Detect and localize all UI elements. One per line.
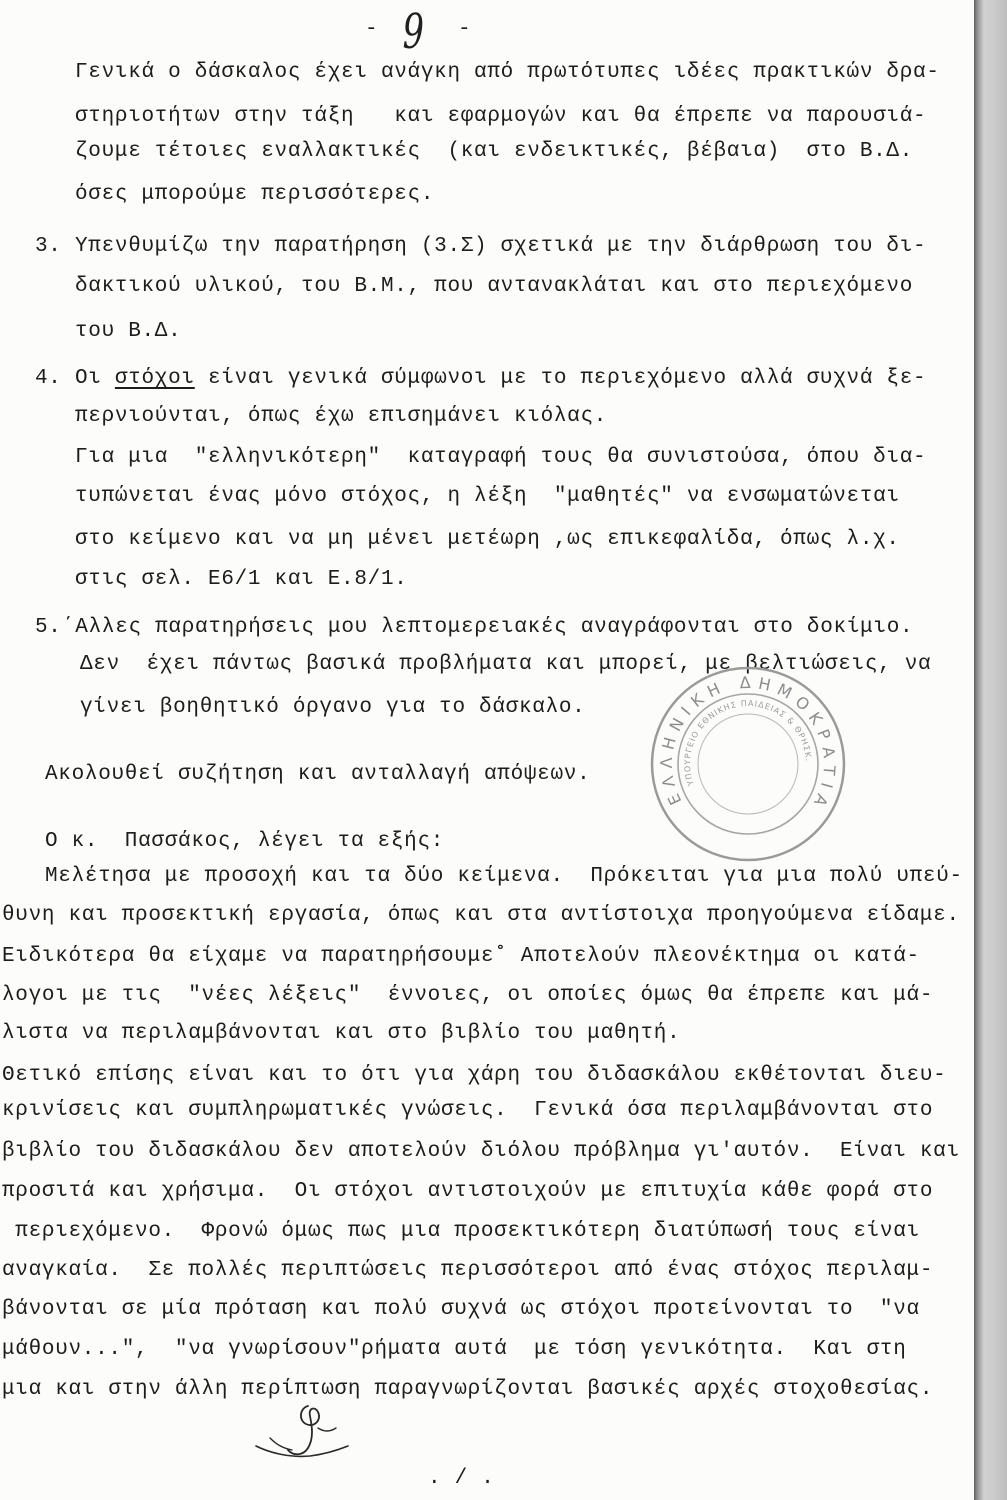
text-line: όσες μπορούμε περισσότερες. (75, 183, 435, 206)
text-line: βάνονται σε μία πρόταση και πολύ συχνά ως στόχοι προτείνονται το "να (2, 1298, 920, 1321)
text-line: Θετικό επίσης είναι και το ότι για χάρη του διδασκάλου εκθέτονται διευ- (2, 1064, 947, 1087)
speaker-intro: Ο κ. Πασσάκος, λέγει τα εξής: (45, 830, 445, 853)
text-line: βιβλίο του διδασκάλου δεν αποτελούν διόλου πρόβλημα γι'αυτόν. Είναι και (2, 1140, 960, 1163)
text-line: Μελέτησα με προσοχή και τα δύο κείμενα. Πρόκειται για μια πολύ υπεύ- (45, 865, 963, 888)
text-line: στηριοτήτων στην τάξη και εφαρμογών και θα έπρεπε να παρουσιά- (75, 105, 927, 128)
header-dash-left: - (365, 18, 379, 41)
text-line: του Β.Δ. (75, 320, 182, 343)
underlined-word: στόχοι (114, 367, 195, 390)
text-line: γίνει βοηθητικό όργανο για το δάσκαλο. (80, 696, 586, 719)
text-fragment: είναι γενικά σύμφωνοι με το περιεχόμενο αλλά συχνά ξε- (194, 367, 927, 390)
text-line: τυπώνεται ένας μόνο στόχος, η λέξη "μαθητές" να ενσωματώνεται (75, 485, 900, 508)
stamp-inner-ring (698, 714, 798, 814)
official-stamp (648, 664, 848, 864)
header-dash-right: - (458, 18, 472, 41)
signature-stroke (288, 1406, 319, 1454)
page-edge-shadow (974, 0, 1007, 1500)
list-number: 3. (35, 235, 62, 258)
text-line: προσιτά και χρήσιμα. Οι στόχοι αντιστοιχούν με επιτυχία κάθε φορά στο (2, 1180, 934, 1203)
text-line: αναγκαία. Σε πολλές περιπτώσεις περισσότεροι από ένας στόχος περιλαμ- (2, 1259, 934, 1282)
signature-stroke (256, 1446, 348, 1456)
text-line: μάθουν...", "να γνωρίσουν"ρήματα αυτά με τόση γενικότητα. Και στη (2, 1338, 907, 1361)
page-number: 9 (402, 4, 424, 60)
list-number: 4. (35, 367, 62, 390)
end-mark: . / . (428, 1467, 495, 1490)
text-line: περιεχόμενο. Φρονώ όμως πως μια προσεκτικότερη διατύπωσή τους είναι (2, 1220, 920, 1243)
signature (248, 1398, 358, 1468)
text-line: περνιούνται, όπως έχω επισημάνει κιόλας. (75, 405, 608, 428)
text-line: στις σελ. Ε6/1 και Ε.8/1. (75, 568, 408, 591)
discussion-note: Ακολουθεί συζήτηση και ανταλλαγή απόψεων. (45, 763, 591, 786)
text-line: Ειδικότερα θα είχαμε να παρατηρήσουμε˚ Αποτελούν πλεονέκτημα οι κατά- (2, 945, 920, 968)
stamp-middle-ring (678, 694, 818, 834)
text-line: Υπενθυμίζω την παρατήρηση (3.Σ) σχετικά με την διάρθρωση του δι- (75, 235, 927, 258)
text-line: μια και στην άλλη περίπτωση παραγνωρίζονται βασικές αρχές στοχοθεσίας. (2, 1378, 934, 1401)
text-line (75, 366, 926, 392)
text-fragment: Οι (75, 367, 115, 390)
text-line: Γενικά ο δάσκαλος έχει ανάγκη από πρωτότυπες ιδέες πρακτικών δρα- (75, 61, 940, 84)
text-line: στο κείμενο και να μη μένει μετέωρη ,ως επικεφαλίδα, όπως λ.χ. (75, 528, 900, 551)
text-line: λιστα να περιλαμβάνονται και στο βιβλίο του μαθητή. (2, 1022, 681, 1045)
text-line: Δεν έχει πάντως βασικά προβλήματα και μπορεί, με βελτιώσεις, να (80, 653, 932, 676)
signature-stroke (270, 1428, 336, 1450)
list-number: 5. (35, 616, 62, 639)
text-line: ΄Αλλες παρατηρήσεις μου λεπτομερειακές αναγράφονται στο δοκίμιο. (62, 616, 914, 639)
stamp-inner-text: ΥΠΟΥΡΓΕΙΟ ΕΘΝΙΚΗΣ ΠΑΙΔΕΙΑΣ & ΘΡΗΣΚ. (682, 698, 813, 787)
text-line: κρινίσεις και συμπληρωματικές γνώσεις. Γενικά όσα περιλαμβάνονται στο (2, 1099, 934, 1122)
text-line: Για μια "ελληνικότερη" καταγραφή τους θα συνιστούσα, όπου δια- (75, 446, 927, 469)
text-line: δακτικού υλικού, του Β.Μ., που αντανακλάται και στο περιεχόμενο (75, 275, 914, 298)
stamp-outer-ring (652, 668, 844, 860)
stamp-outer-text: ΕΛΛΗΝΙΚΗ ΔΗΜΟΚΡΑΤΙΑ (656, 672, 840, 810)
text-line: ζουμε τέτοιες εναλλακτικές (και ενδεικτικές, βέβαια) στο Β.Δ. (75, 140, 914, 163)
text-line: λογοι με τις "νέες λέξεις" έννοιες, οι οποίες όμως θα έπρεπε και μά- (2, 984, 934, 1007)
text-line: θυνη και προσεκτική εργασία, όπως και στα αντίστοιχα προηγούμενα είδαμε. (2, 904, 960, 927)
